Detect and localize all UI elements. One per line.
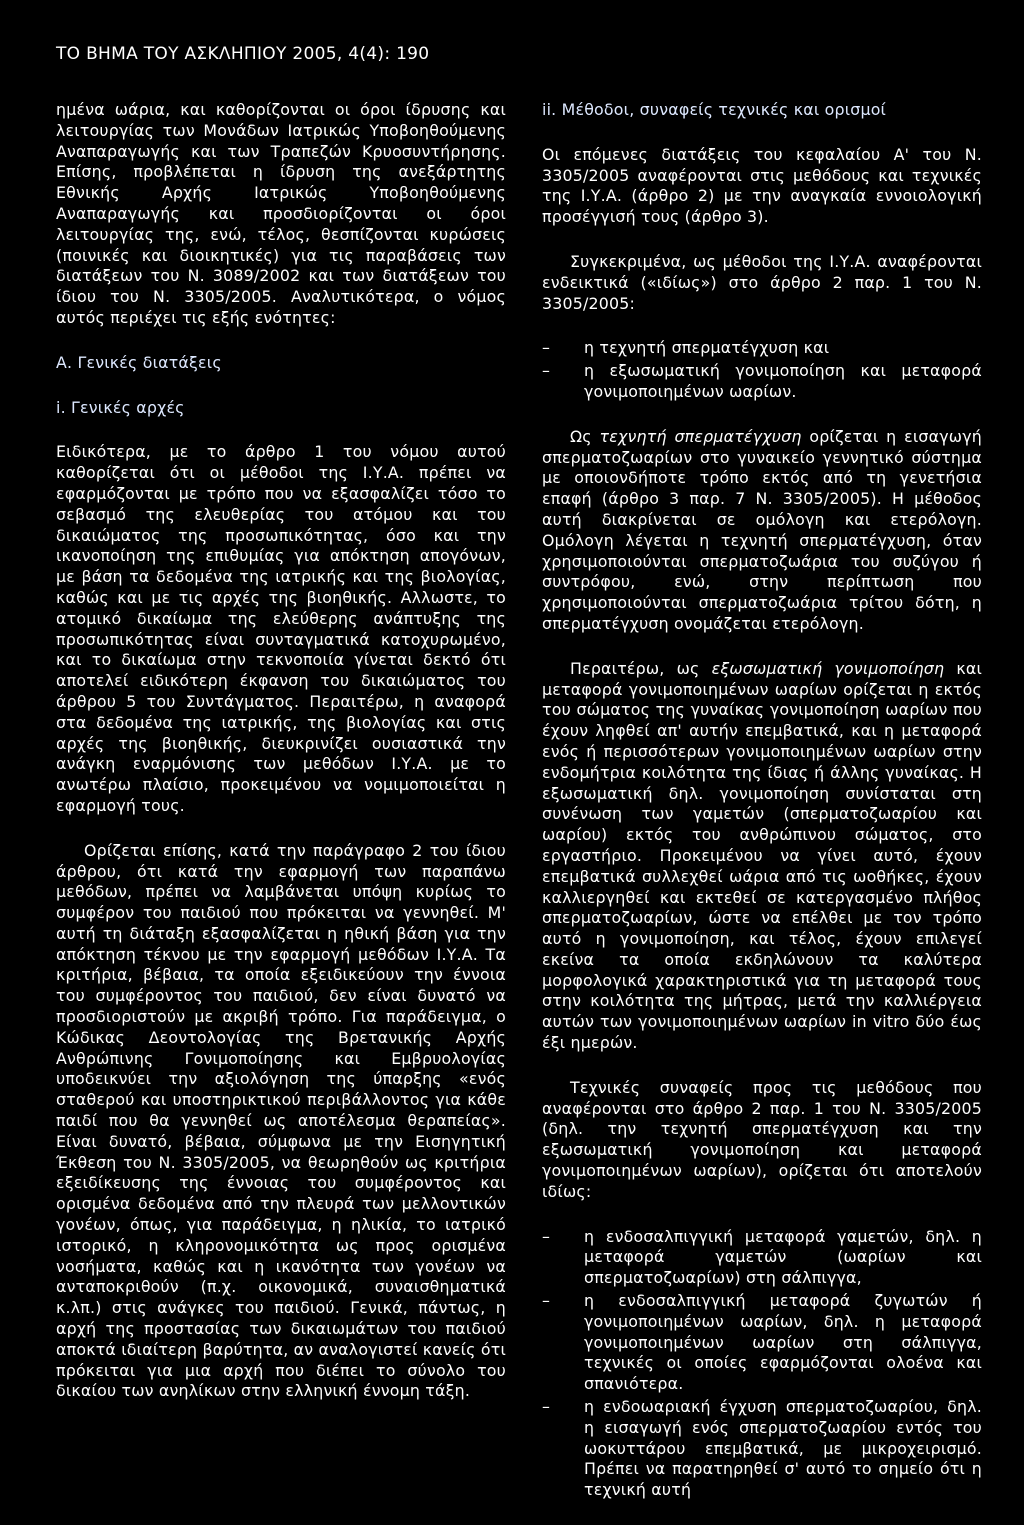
paragraph — [542, 427, 982, 635]
list-item: – η ενδοσαλπιγγική μεταφορά γαμετών, δηλ. η μεταφορά γαμετών (ωαρίων και σπερματοζωαρίων) στη σάλπιγγα, — [542, 1227, 982, 1289]
subsection-heading-ii: ii. Μέθοδοι, συναφείς τεχνικές και ορισμοί — [542, 100, 887, 119]
paragraph: ημένα ωάρια, και καθορίζονται οι όροι ίδρυσης και λειτουργίας των Μονάδων Ιατρικώς Υποβοηθούμενης Αναπαραγωγής και των Τραπεζών Κρυοσυντήρησης. Επίσης, προβλέπεται η ίδρυση της ανεξάρτητης Εθνικής Αρχής Ιατρικώς Υποβοηθούμενης Αναπαραγωγής και προσδιορίζονται οι όροι λειτουργίας της, ενώ, τέλος, θεσπίζονται κυρώσεις (ποινικές και διοικητικές) για τις παραβάσεις των διατάξεων του Ν. 3089/2002 και των διατάξεων του ίδιου του Ν. 3305/2005. Αναλυτικότερα, ο νόμος αυτός περιέχει τις εξής ενότητες: — [56, 100, 506, 327]
paragraph: Ορίζεται επίσης, κατά την παράγραφο 2 του ίδιου άρθρου, ότι κατά την εφαρμογή των παραπάνω μεθόδων, πρέπει να λαμβάνεται υπόψη κυρίως το συμφέρον του παιδιού που πρόκειται να γεννηθεί. Μ' αυτή τη διάταξη εξασφαλίζεται η ηθική βάση για την απόκτηση τέκνου με την εφαρμογή μεθόδων Ι.Υ.Α. Τα κριτήρια, βέβαια, τα οποία εξειδικεύουν την έννοια του συμφέροντος του παιδιού, δεν είναι δυνατό να προσδιοριστούν με ακριβή τρόπο. Για παράδειγμα, ο Κώδικας Δεοντολογίας της Βρετανικής Αρχής Ανθρώπινης Γονιμοποίησης και Εμβρυολογίας υποδεικνύει την αξιολόγηση της ύπαρξης «ενός σταθερού και υποστηρικτικού περιβάλλοντος για κάθε παιδί που θα γεννηθεί ως αποτέλεσμα θεραπείας». Είναι δυνατό, βέβαια, σύμφωνα με την Εισηγητική Έκθεση του Ν. 3305/2005, να θεωρηθούν ως κριτήρια εξειδίκευσης της έννοιας του συμφέροντος και ορισμένα δεδομένα από την πλευρά των μελλοντικών γονέων, όπως, για παράδειγμα, η ηλικία, το ιατρικό ιστορικό, η κληρονομικότητα ως προς ορισμένα νοσήματα, καθώς και η ικανότητα των γονέων να ανταποκριθούν (π.χ. οικονομικά, συναισθηματικά κ.λπ.) στις ανάγκες του παιδιού. Γενικά, πάντως, η αρχή της προστασίας των δικαιωμάτων του παιδιού αποκτά ιδιαίτερη βαρύτητα, αν αναλογιστεί κανείς ότι πρόκειται για μια αρχή που διέπει το σύνολο του δικαίου των ανηλίκων στην ελληνική έννομη τάξη. — [56, 840, 506, 1401]
paragraph: Οι επόμενες διατάξεις του κεφαλαίου Α' του Ν. 3305/2005 αναφέρονται στις μεθόδους και τεχνικές της Ι.Υ.Α. (άρθρο 2) με την αναγκαία εννοιολογική προσέγγισή τους (άρθρο 3). — [542, 144, 982, 227]
list-item: – η εξωσωματική γονιμοποίηση και μεταφορά γονιμοποιημένων ωαρίων. — [542, 361, 982, 403]
subsection-heading-i: i. Γενικές αρχές — [56, 397, 185, 417]
list-item: – η τεχνητή σπερματέγχυση και — [542, 338, 982, 359]
paragraph — [542, 659, 982, 1054]
running-header: ΤΟ ΒΗΜΑ ΤΟΥ ΑΣΚΛΗΠΙΟΥ 2005, 4(4): 190 — [56, 44, 430, 64]
defined-term: τεχνητή σπερματέγχυση — [599, 426, 802, 446]
right-column — [542, 100, 982, 1525]
text-run: Περαιτέρω, ως — [570, 658, 712, 678]
left-column — [56, 100, 506, 1426]
section-heading-a: Α. Γενικές διατάξεις — [56, 352, 222, 372]
defined-term: εξωσωματική γονιμοποίηση — [711, 658, 945, 678]
text-run: Ως — [570, 426, 600, 446]
techniques-list — [542, 1227, 982, 1501]
paragraph: Ειδικότερα, με το άρθρο 1 του νόμου αυτού καθορίζεται ότι οι μέθοδοι της Ι.Υ.Α. πρέπει να εφαρμόζονται με τρόπο που να εξασφαλίζει τόσο το σεβασμό της ελευθερίας του ατόμου και του δικαιώματος της προσωπικότητας, όσο και την ικανοποίηση της επιθυμίας για απόκτηση απογόνων, με βάση τα δεδομένα της ιατρικής και της βιολογίας, καθώς και με τις αρχές της βιοηθικής. Αλλωστε, το ατομικό δικαίωμα της ελεύθερης ανάπτυξης της προσωπικότητας είναι συνταγματικά κατοχυρωμένο, και το δικαίωμα στην τεκνοποιία γίνεται δεκτό ότι αποτελεί ειδικότερη έκφανση του δικαιώματος του άρθρου 5 του Συντάγματος. Περαιτέρω, η αναφορά στα δεδομένα της ιατρικής, της βιολογίας και στις αρχές της βιοηθικής, διευκρινίζει ουσιαστικά την ανάγκη εναρμόνισης των μεθόδων Ι.Υ.Α. με το ανωτέρω πλαίσιο, προκειμένου να νομιμοποιείται η εφαρμογή τους. — [56, 442, 506, 815]
list-item: – η ενδοωαριακή έγχυση σπερματοζωαρίου, δηλ. η εισαγωγή ενός σπερματοζωαρίου εντός του ωοκυττάρου επεμβατικά, με μικροχειρισμό. Πρέπει να παρατηρηθεί σ' αυτό το σημείο ότι η τεχνική αυτή — [542, 1397, 982, 1501]
text-run: ορίζεται η εισαγωγή σπερματοζωαρίων στο γυναικείο γεννητικό σύστημα με οποιονδήποτε τρόπο εκτός από τη γενετήσια επαφή (άρθρο 3 παρ. 7 Ν. 3305/2005). Η μέθοδος αυτή διακρίνεται σε ομόλογη και ετερόλογη. Ομόλογη λέγεται η τεχνητή σπερματέγχυση, όταν χρησιμοποιούνται σπερματοζωάρια του συζύγου ή συντρόφου, ενώ, στην περίπτωση που χρησιμοποιούνται σπερματοζωάρια τρίτου δότη, η σπερματέγχυση ονομάζεται ετερόλογη. — [542, 426, 982, 633]
text-run: και μεταφορά γονιμοποιημένων ωαρίων ορίζεται η εκτός του σώματος της γυναίκας γονιμοποίηση ωαρίων που έχουν ληφθεί απ' αυτήν επεμβατικά, και η μεταφορά ενός ή περισσότερων γονιμοποιημένων ωαρίων στην ενδομήτρια κοιλότητα της ίδιας ή άλλης γυναίκας. Η εξωσωματική δηλ. γονιμοποίηση συνίσταται στη συνένωση των γαμετών (σπερματοζωαρίου και ωαρίου) εκτός του ανθρώπινου σώματος, στο εργαστήριο. Προκειμένου να γίνει αυτό, έχουν επεμβατικά συλλεχθεί ωάρια από τις ωοθήκες, έχουν καλλιεργηθεί και εκτεθεί σε κατεργασμένο πλήθος σπερματοζωαρίων, ώστε να επέλθει με τον τρόπο αυτό η γονιμοποίηση, και τέλος, έχουν επιλεγεί εκείνα τα οποία εκδηλώνουν τα καλύτερα μορφολογικά χαρακτηριστικά για τη μεταφορά τους στην κοιλότητα της μήτρας, μετά την καλλιέργεια αυτών των γονιμοποιημένων ωαρίων in vitro δύο έως έξι ημερών. — [542, 658, 982, 1053]
list-item: – η ενδοσαλπιγγική μεταφορά ζυγωτών ή γονιμοποιημένων ωαρίων, δηλ. η μεταφορά γονιμοποιημένων ωαρίων στη σάλπιγγα, τεχνικές οι οποίες εφαρμόζονται ολοένα και σπανιότερα. — [542, 1291, 982, 1395]
paragraph: Συγκεκριμένα, ως μέθοδοι της Ι.Υ.Α. αναφέρονται ενδεικτικά («ιδίως») στο άρθρο 2 παρ. 1 του Ν. 3305/2005: — [542, 251, 982, 313]
paragraph: Τεχνικές συναφείς προς τις μεθόδους που αναφέρονται στο άρθρο 2 παρ. 1 του Ν. 3305/2005 (δηλ. την τεχνητή σπερματέγχυση και την εξωσωματική γονιμοποίηση και μεταφορά γονιμοποιημένων ωαρίων), ορίζεται ότι αποτελούν ιδίως: — [542, 1077, 982, 1201]
methods-list — [542, 338, 982, 402]
